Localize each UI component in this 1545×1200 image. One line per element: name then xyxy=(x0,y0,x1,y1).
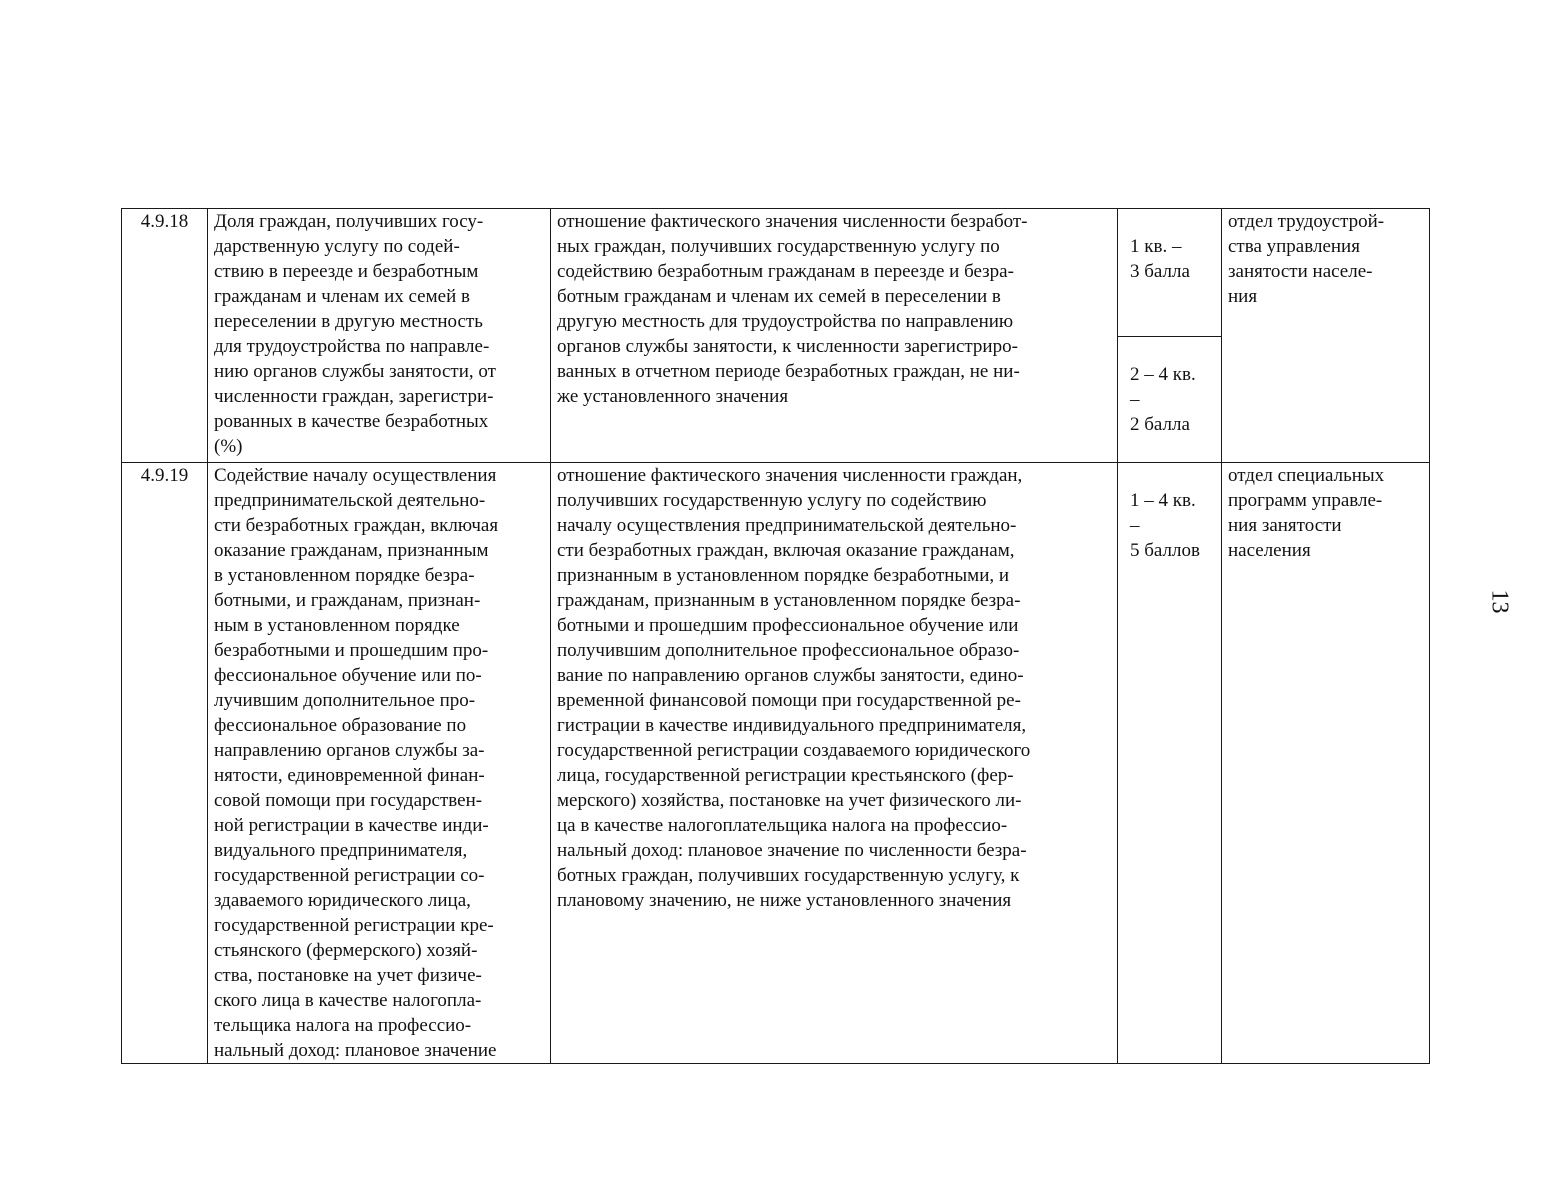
page-number: 13 xyxy=(1486,589,1513,614)
indicator-description: отношение фактического значения численности граждан, получивших государственную услугу по содействию началу осуществления предпринимательской деятельно- сти безработных граждан, включая оказание гражданам, признанным в установленном порядке безработными, и гражданам, признанным в установленном порядке безра- ботными и прошедшим профессиональное обучение или получившим дополнительное профессиональное образо- вание по направлению органов службы занятости, едино- временной финансовой помощи при государственной ре- гистрации в качестве индивидуального предпринимателя, государственной регистрации создаваемого юридического лица, государственной регистрации крестьянского (фер- мерского) хозяйства, постановке на учет физического ли- ца в качестве налогоплательщика налога на профессио- нальный доход: плановое значение по численности безра- ботных граждан, получивших государственную услугу, к плановому значению, не ниже установленного значения xyxy=(551,463,1118,1064)
indicator-name: Доля граждан, получивших госу- дарственную услугу по содей- ствию в переезде и безработным гражданам и членам их семей в переселении в другую местность для трудоустройства по направле- нию органов службы занятости, от численности граждан, зарегистри- рованных в качестве безработных (%) xyxy=(208,209,551,463)
indicator-number: 4.9.18 xyxy=(122,209,208,463)
indicator-number: 4.9.19 xyxy=(122,463,208,1064)
indicators-table xyxy=(121,208,1430,1064)
responsible-department: отдел специальных программ управле- ния занятости населения xyxy=(1222,463,1430,1064)
indicator-scores xyxy=(1118,463,1222,1064)
responsible-department: отдел трудоустрой- ства управления занятости населе- ния xyxy=(1222,209,1430,463)
score-q1-q4: 1 – 4 кв. – 5 баллов xyxy=(1130,490,1200,561)
table-row xyxy=(122,463,1430,1064)
indicator-scores xyxy=(1118,209,1222,463)
indicator-name: Содействие началу осуществления предпринимательской деятельно- сти безработных граждан, включая оказание гражданам, признанным в установленном порядке безра- ботными, и гражданам, признан- ным в установленном порядке безработными и прошедшим про- фессиональное обучение или по- лучившим дополнительное про- фессиональное образование по направлению органов службы за- нятости, единовременной финан- совой помощи при государствен- ной регистрации в качестве инди- видуального предпринимателя, государственной регистрации со- здаваемого юридического лица, государственной регистрации кре- стьянского (фермерского) хозяй- ства, постановке на учет физиче- ского лица в качестве налогопла- тельщика налога на профессио- нальный доход: плановое значение xyxy=(208,463,551,1064)
table-row xyxy=(122,209,1430,463)
score-q2-q4: 2 – 4 кв. – 2 балла xyxy=(1130,364,1196,435)
indicator-description: отношение фактического значения численности безработ- ных граждан, получивших государственную услугу по содействию безработным гражданам в переезде и безра- ботным гражданам и членам их семей в переселении в другую местность для трудоустройства по направлению органов службы занятости, к численности зарегистриро- ванных в отчетном периоде безработных граждан, не ни- же установленного значения xyxy=(551,209,1118,463)
score-q1: 1 кв. – 3 балла xyxy=(1118,234,1221,337)
